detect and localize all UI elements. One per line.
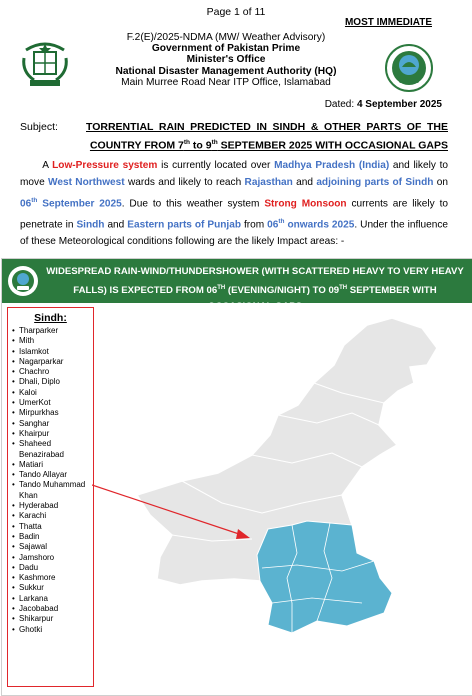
- text-run: is currently located over: [157, 160, 275, 171]
- ndma-logo-icon: [7, 265, 39, 297]
- highlight-blue: 06: [20, 198, 32, 210]
- advisory-paragraph: [20, 157, 448, 251]
- text-run: and likely to move: [20, 160, 448, 189]
- district-item: • Dadu: [12, 563, 93, 573]
- priority-label: MOST IMMEDIATE: [344, 17, 432, 28]
- district-item: • Jamshoro: [12, 553, 93, 563]
- highlight-blue-sup: th: [278, 217, 285, 225]
- dated-value: 4 September 2025: [356, 99, 442, 110]
- district-item: • Mith: [12, 336, 93, 346]
- district-item: • Chachro: [12, 367, 93, 377]
- district-item: • Islamkot: [12, 347, 93, 357]
- highlight-blue: Rajasthan: [244, 177, 293, 189]
- district-item: • Mirpurkhas: [12, 408, 93, 418]
- letterhead-line-3: National Disaster Management Authority (HQ): [115, 65, 337, 77]
- highlight-red: Low-Pressure system: [52, 160, 158, 171]
- district-item: • UmerKot: [12, 398, 93, 408]
- district-item: • Sukkur: [12, 583, 93, 593]
- text-run: . Under the influence of these Meteorological conditions following are the likely Impact areas: -: [20, 218, 448, 248]
- district-item: • Karachi: [12, 511, 93, 521]
- district-item: • Thatta: [12, 522, 93, 532]
- district-item: • Hyderabad: [12, 501, 93, 511]
- district-item: • Larkana: [12, 594, 93, 604]
- highlight-blue: Eastern parts of Punjab: [127, 218, 242, 230]
- subject-text: [86, 120, 448, 154]
- highlight-blue: West Northwest: [48, 177, 125, 189]
- highlight-red: Strong Monsoon: [264, 198, 347, 210]
- district-item: • Matiari: [12, 460, 93, 470]
- district-item: • Tando Allayar: [12, 470, 93, 480]
- subject-part: TORRENTIAL RAIN PREDICTED IN SINDH & OTHER PARTS OF THE COUNTRY FROM 7: [86, 121, 448, 152]
- district-item: • Badin: [12, 532, 93, 542]
- highlight-blue: Sindh: [76, 218, 105, 230]
- district-item: • Khairpur: [12, 429, 93, 439]
- district-item: • Sanghar: [12, 419, 93, 429]
- text-run: on: [433, 177, 448, 189]
- letterhead-line-2: Minister's Office: [186, 54, 266, 66]
- text-run: . Due to this weather system: [121, 198, 265, 210]
- letterhead-address: Main Murree Road Near ITP Office, Islamabad: [121, 76, 331, 88]
- impact-map-panel: [1, 258, 472, 696]
- pakistan-map: [92, 303, 472, 693]
- sindh-list-title: Sindh:: [34, 312, 67, 324]
- letterhead-line-1: Government of Pakistan Prime: [151, 43, 301, 55]
- subject-sup: th: [183, 139, 190, 146]
- subject-sup: th: [211, 139, 218, 146]
- forecast-banner: [2, 259, 472, 313]
- dated: [325, 99, 442, 110]
- highlight-blue: Madhya Pradesh (India): [274, 160, 390, 171]
- text-run: and: [292, 177, 317, 189]
- subject-part: SEPTEMBER 2025 WITH OCCASIONAL GAPS: [217, 139, 448, 152]
- text-run: currents are likely to penetrate in: [20, 198, 448, 230]
- district-item: • Dhali, Diplo: [12, 377, 93, 387]
- ndma-logo-icon: [384, 43, 434, 93]
- reference-number: F.2(E)/2025-NDMA (MW/ Weather Advisory): [126, 32, 326, 43]
- subject-label: Subject:: [20, 121, 58, 133]
- district-item: • Sajawal: [12, 542, 93, 552]
- banner-sup: TH: [339, 285, 348, 291]
- banner-part: SEPTEMBER WITH OCCASIONAL GAPS: [207, 285, 437, 313]
- district-list: [8, 326, 93, 635]
- district-item: • Ghotki: [12, 625, 93, 635]
- banner-part: WIDESPREAD RAIN-WIND/THUNDERSHOWER (WITH SCATTERED HEAVY TO VERY HEAVY FALLS) IS EXPECTED FROM 06: [46, 266, 464, 297]
- sindh-province: [257, 521, 392, 633]
- text-run: wards and likely to reach: [124, 177, 245, 189]
- district-item: • Tando Muhammad Khan: [12, 480, 93, 501]
- sindh-district-list: [7, 307, 94, 687]
- district-item: • Nagarparkar: [12, 357, 93, 367]
- dated-label: Dated:: [324, 99, 355, 110]
- highlight-blue: onwards 2025: [284, 218, 355, 230]
- banner-part: (EVENING/NIGHT) TO 09: [225, 285, 340, 297]
- text-run: from: [241, 218, 268, 230]
- pakistan-emblem-icon: [18, 36, 72, 88]
- highlight-blue: 06: [267, 218, 279, 230]
- page-number: Page 1 of 11: [206, 6, 266, 18]
- highlight-blue: adjoining parts of Sindh: [316, 177, 434, 189]
- banner-sup: TH: [217, 285, 226, 291]
- district-item: • Tharparker: [12, 326, 93, 336]
- district-item: • Kashmore: [12, 573, 93, 583]
- text-run: and: [104, 218, 128, 230]
- highlight-blue-sup: th: [31, 196, 38, 204]
- letterhead: [96, 32, 356, 88]
- district-item: • Kaloi: [12, 388, 93, 398]
- text-run: A: [42, 160, 53, 171]
- district-item: • Shikarpur: [12, 614, 93, 624]
- district-item: • Shaheed Benazirabad: [12, 439, 93, 460]
- highlight-blue: September 2025: [37, 198, 122, 210]
- district-item: • Jacobabad: [12, 604, 93, 614]
- subject-part: to 9: [190, 139, 212, 152]
